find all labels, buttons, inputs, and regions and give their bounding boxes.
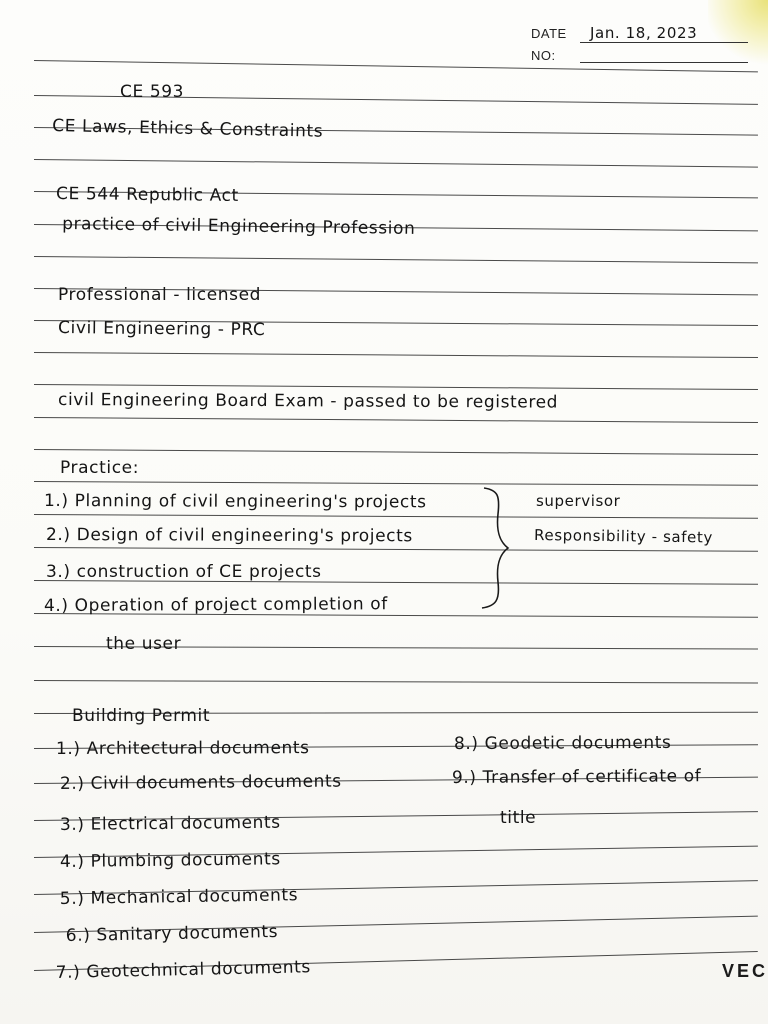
ruled-line xyxy=(34,481,758,486)
civil-eng-note: Civil Engineering - PRC xyxy=(58,318,266,341)
republic-act: CE 544 Republic Act xyxy=(56,184,239,206)
permit-item: 8.) Geodetic documents xyxy=(453,732,672,754)
permit-item: 4.) Plumbing documents xyxy=(59,849,281,872)
ruled-line xyxy=(34,159,758,168)
ruled-line xyxy=(34,547,758,552)
ruled-line xyxy=(34,256,758,263)
practice-item-continuation: the user xyxy=(106,634,182,654)
practice-item: 2.) Design of civil engineering's projects xyxy=(46,525,413,547)
practice-item: 4.) Operation of project completion of xyxy=(43,594,388,616)
permit-item: 9.) Transfer of certificate of xyxy=(451,766,702,788)
date-value: Jan. 18, 2023 xyxy=(590,24,698,42)
date-line xyxy=(580,42,748,43)
permit-heading: Building Permit xyxy=(72,706,211,726)
permit-item-continuation: title xyxy=(500,808,537,828)
page-corner-shadow xyxy=(708,0,768,70)
course-title: CE Laws, Ethics & Constraints xyxy=(52,116,324,142)
permit-item: 3.) Electrical documents xyxy=(59,812,281,835)
ruled-line xyxy=(34,417,758,423)
no-label: NO: xyxy=(531,48,556,63)
practice-item: 1.) Planning of civil engineering's projects xyxy=(44,491,427,513)
date-label: DATE xyxy=(531,26,567,41)
permit-item: 5.) Mechanical documents xyxy=(59,885,299,909)
ruled-line xyxy=(34,384,758,390)
permit-item: 7.) Geotechnical documents xyxy=(55,957,312,983)
permit-item: 6.) Sanitary documents xyxy=(65,921,279,946)
course-code: CE 593 xyxy=(120,82,185,102)
ruled-line xyxy=(34,680,758,684)
practice-item: 3.) construction of CE projects xyxy=(46,562,322,582)
act-subject: practice of civil Engineering Profession xyxy=(62,214,416,239)
ruled-line xyxy=(34,514,758,519)
ruled-line xyxy=(34,449,758,455)
bracket-note: supervisor xyxy=(536,492,621,510)
curly-bracket xyxy=(478,484,514,612)
notebook-brand-logo: VEC xyxy=(721,961,768,981)
bracket-note: Responsibility - safety xyxy=(534,526,714,547)
professional-note: Professional - licensed xyxy=(58,285,262,305)
permit-item: 2.) Civil documents documents xyxy=(59,771,342,794)
board-exam-note: civil Engineering Board Exam - passed to be registered xyxy=(58,390,559,413)
no-line xyxy=(580,62,748,63)
ruled-line xyxy=(34,352,758,358)
practice-heading: Practice: xyxy=(60,458,140,478)
permit-item: 1.) Architectural documents xyxy=(55,738,310,759)
